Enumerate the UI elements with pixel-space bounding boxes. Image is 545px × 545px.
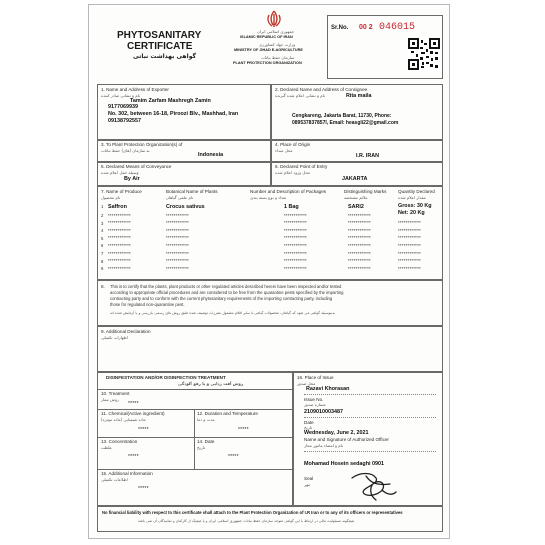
conveyance-box	[97, 162, 271, 186]
treatment-label: 10. Treatment	[101, 391, 130, 396]
iran-emblem-icon	[265, 9, 283, 29]
filler-row-number: 2	[101, 213, 104, 218]
officer-label-fa: نام و امضاء مامور مجاز	[304, 443, 344, 448]
filler-row-cell: ************	[348, 258, 371, 264]
produce-header-marks-fa: علائم مشخصه	[344, 195, 368, 200]
ministry-fa: وزارت جهاد کشاورزی	[259, 42, 296, 47]
concentration-stars: *****	[128, 454, 139, 460]
filler-row-cell: ************	[166, 212, 189, 218]
additional-declaration-label: 9. Additional Declaration	[101, 329, 151, 334]
exporter-box	[97, 84, 271, 140]
produce-header-name-fa: نام محصول	[101, 195, 121, 200]
produce-row-no: 1	[101, 204, 104, 209]
filler-row-cell: ************	[348, 265, 371, 271]
org-fa: سازمان حفظ نباتات	[261, 55, 295, 60]
exporter-phone1: 9177069939	[108, 104, 138, 110]
date-stars: *****	[228, 454, 239, 460]
treatment-divider-4	[98, 469, 294, 470]
concentration-label-fa: غلظت	[101, 445, 112, 450]
chemical-stars: *****	[138, 427, 149, 433]
exporter-address: No. 302, between 16-18, Piroozi Blv., Mashhad, Iran	[108, 111, 239, 117]
entry-label-fa: محل ورود اعلام شده	[275, 170, 311, 175]
footer-box	[97, 506, 443, 532]
treatment-header-fa: روش آفت زدایی و یا رفع آلودگی	[178, 381, 244, 386]
ministry-en: MINISTRY OF JIHAD E-AGRICULTURE	[234, 48, 303, 52]
produce-row-packages: 1 Bag	[284, 204, 299, 210]
filler-row-cell: ************	[398, 235, 421, 241]
filler-row-cell: ************	[166, 220, 189, 226]
produce-header-botanical: Botanical Name of Plants	[166, 189, 218, 194]
origin-box	[271, 140, 443, 162]
title-line2: CERTIFICATE	[127, 41, 193, 52]
title-box	[97, 17, 209, 65]
produce-header-packages-fa: تعداد و نوع بسته بندی	[250, 195, 287, 200]
filler-row-cell: ************	[108, 235, 131, 241]
serial-number: 046015	[379, 22, 416, 33]
origin-label-fa: محل مبداء	[275, 148, 293, 153]
filler-row-cell: ************	[108, 212, 131, 218]
filler-row-cell: ************	[108, 265, 131, 271]
ppo-box	[97, 140, 271, 162]
place-of-issue-value: Razavi Khorasan	[306, 386, 350, 392]
entry-value: JAKARTA	[342, 176, 368, 182]
exporter-label: 1. Name and Address of Exporter	[101, 87, 169, 92]
produce-header-quantity: Quantity Declared	[398, 189, 435, 194]
filler-row-cell: ************	[398, 250, 421, 256]
filler-row-cell: ************	[284, 220, 307, 226]
filler-row-cell: ************	[348, 212, 371, 218]
exporter-phone2: 09138792557	[108, 118, 141, 124]
additional-info-label-fa: اطلاعات تکمیلی	[101, 477, 128, 482]
filler-row-number: 9	[101, 266, 104, 272]
filler-row-cell: ************	[398, 258, 421, 264]
issue-no-label: Issue No.	[304, 397, 324, 402]
filler-row-cell: ************	[166, 242, 189, 248]
republic-en: ISLAMIC REPUBLIC OF IRAN	[240, 35, 293, 39]
additional-info-label: 15. Additional Information	[101, 471, 153, 476]
produce-header-botanical-fa: نام علمی گیاهان	[166, 195, 194, 200]
issue-box	[293, 372, 443, 506]
filler-row-cell: ************	[108, 227, 131, 233]
certification-text-3: contracting party and to conform with the current phytosanitary requirements of the importing contracting party, including	[110, 296, 333, 301]
officer-label: Name and Signature of Authorized Officer	[304, 437, 389, 442]
filler-row-cell: ************	[108, 250, 131, 256]
filler-row-cell: ************	[284, 258, 307, 264]
produce-table	[97, 186, 443, 280]
footer-text: No financial liability with respect to this certificate shall attach to the Plant Protection Organization of I.R Iran or to any of its officers or representatives	[102, 510, 403, 515]
exporter-label-fa: نام و نشانی صادر کننده	[101, 93, 141, 98]
title-line1: PHYTOSANITARY	[117, 30, 202, 41]
header-center	[227, 7, 323, 81]
certificate-sheet	[88, 4, 450, 539]
produce-row-botanical: Crocus sativus	[166, 204, 205, 210]
filler-row-cell: ************	[166, 235, 189, 241]
filler-row-cell: ************	[398, 227, 421, 233]
produce-row-net: Net: 20 Kg	[398, 210, 425, 216]
produce-header-quantity-fa: مقدار اعلام شده	[398, 195, 426, 200]
filler-row-cell: ************	[348, 227, 371, 233]
serial-prefix: 00 2	[359, 24, 373, 31]
seal-label: Seal	[304, 476, 314, 481]
republic-fa: جمهوری اسلامی ایران	[257, 29, 295, 34]
certification-text-4: those for regulated non-quarantine pest.	[110, 302, 185, 307]
filler-row-number: 8	[101, 258, 104, 264]
filler-row-number: 6	[101, 243, 104, 249]
issue-no-value: 2109010003487	[304, 409, 343, 415]
additional-declaration-label-fa: اظهارات تکمیلی	[101, 335, 128, 340]
treatment-divider-2	[98, 409, 294, 410]
treatment-vdivider-1	[194, 409, 195, 469]
filler-row-number: 5	[101, 235, 104, 241]
additional-info-stars: *****	[138, 486, 149, 492]
qr-code-icon	[408, 38, 440, 70]
concentration-label: 13. Concentration	[101, 439, 138, 444]
seal-label-fa: مهر	[304, 482, 311, 487]
treatment-box	[97, 372, 293, 506]
certification-number: 8.	[101, 284, 105, 289]
title-fa: گواهی بهداشت نباتی	[133, 53, 196, 60]
treatment-divider-3	[98, 437, 294, 438]
certification-text-1: This is to certify that the plants, plant products or other regulated articles described herein have been inspected and/or tested	[110, 284, 342, 289]
consignee-box	[271, 84, 443, 140]
filler-row-cell: ************	[348, 250, 371, 256]
conveyance-label: 5. Declared Means of Conveyance	[101, 164, 172, 169]
issue-date-label: Date	[304, 420, 314, 425]
filler-row-cell: ************	[284, 235, 307, 241]
duration-label-fa: مدت و دما	[197, 417, 215, 422]
filler-row-cell: ************	[166, 265, 189, 271]
serial-label: Sr.No.	[331, 25, 349, 31]
produce-header-packages: Number and Description of Packages	[250, 189, 327, 194]
additional-declaration-box	[97, 326, 443, 372]
issue-date-label-fa: تاریخ	[304, 425, 312, 430]
produce-row-name: Saffron	[108, 204, 127, 210]
conveyance-value: By Air	[124, 176, 140, 182]
certification-text-2: according to appropriate official procedures and are considered to be free from the quarantine pests specified by the importing	[110, 290, 344, 295]
ppo-label-fa: به سازمان (های) حفظ نباتات	[101, 148, 150, 153]
issue-date-value: Wednesday, June 2, 2021	[304, 430, 369, 436]
filler-row-cell: ************	[398, 265, 421, 271]
consignee-name: Rita maila	[346, 93, 372, 99]
consignee-label-fa: نام و نشانی اعلام شده گیرنده	[275, 93, 325, 98]
place-of-issue-label: 16. Place of Issue	[297, 375, 334, 380]
origin-value: I.R. IRAN	[356, 153, 380, 159]
filler-row-cell: ************	[348, 220, 371, 226]
duration-stars: *****	[238, 427, 249, 433]
treatment-label-fa: روش تیمار	[101, 397, 119, 402]
org-en: PLANT PROTECTION ORGANIZATION	[233, 61, 302, 65]
date-label: 14. Date	[197, 439, 215, 444]
entry-box	[271, 162, 443, 186]
filler-row-cell: ************	[284, 212, 307, 218]
produce-header-marks: Distinguishing Marks	[344, 189, 387, 194]
filler-row-cell: ************	[348, 242, 371, 248]
place-of-issue-label-fa: محل صدور	[297, 381, 316, 386]
certification-text-fa: بدینوسیله گواهی می شود که گیاهان، محصولات گیاهی یا سایر اقلام مشمول مقررات توصیف شده طبق روش های رسمی بازرسی و یا آزمایش شده اند	[110, 311, 336, 315]
filler-row-cell: ************	[348, 235, 371, 241]
consignee-address: Cengkareng, Jakarta Barat, 11730, Phone:	[292, 113, 392, 119]
footer-text-fa: هیچگونه مسئولیت مالی در ارتباط با این گواهی متوجه سازمان حفظ نباتات جمهوری اسلامی ایران و یا هیچیک از کارکنان و نمایندگان آن نمی باشد	[138, 519, 355, 523]
treatment-divider-1	[98, 389, 294, 390]
treatment-header: DISINFESTATION AND/OR DISINFECTION TREATMENT	[106, 375, 226, 380]
filler-row-cell: ************	[166, 227, 189, 233]
serial-box	[327, 15, 443, 79]
exporter-name: Tamim Zarfam Mashregh Zamin	[130, 98, 211, 104]
officer-name: Mohamad Hosein sedaghi 0901	[304, 461, 384, 467]
filler-row-cell: ************	[108, 220, 131, 226]
issue-no-label-fa: شماره صدور	[304, 402, 326, 407]
filler-row-cell: ************	[284, 227, 307, 233]
filler-row-cell: ************	[398, 242, 421, 248]
officer-signature-icon	[346, 468, 398, 504]
duration-label: 12. Duration and Temperature	[197, 411, 258, 416]
produce-header-name: 7. Name of Produce	[101, 189, 142, 194]
filler-row-cell: ************	[108, 242, 131, 248]
filler-row-cell: ************	[166, 250, 189, 256]
filler-row-cell: ************	[284, 242, 307, 248]
chemical-label: 11. Chemical(Active ingredient)	[101, 411, 165, 416]
filler-row-cell: ************	[166, 258, 189, 264]
produce-row-marks: SARI2	[348, 204, 364, 210]
filler-row-number: 7	[101, 251, 104, 256]
ppo-label: 3. To Plant Protection Organization(s) of	[101, 142, 183, 147]
filler-row-number: 4	[101, 228, 104, 234]
conveyance-label-fa: وسیله حمل اعلام شده	[101, 170, 139, 175]
filler-row-cell: ************	[108, 258, 131, 264]
officer-dotted-line	[304, 451, 436, 452]
consignee-label: 2. Declared Name and Address of Consignee	[275, 87, 368, 92]
filler-row-cell: ************	[284, 265, 307, 271]
filler-row-cell: ************	[284, 250, 307, 256]
filler-row-number: 3	[101, 220, 104, 226]
issue-no-dotted-line	[304, 417, 436, 418]
place-dotted-line	[304, 394, 436, 395]
treatment-stars: *****	[128, 401, 139, 407]
entry-label: 6. Declared Point of Entry	[275, 164, 328, 169]
filler-row-cell: ************	[398, 220, 421, 226]
origin-label: 4. Place of Origin	[275, 142, 311, 147]
consignee-contact: 089537837857l, Email: heasgli22@gmail.com	[292, 120, 399, 126]
certification-box	[97, 280, 443, 326]
produce-row-gross: Gross: 30 Kg	[398, 203, 432, 209]
date-label-fa: تاریخ	[197, 445, 205, 450]
chemical-label-fa: ماده شیمیایی (ماده موثره)	[101, 417, 146, 422]
ppo-value: Indonesia	[198, 152, 224, 158]
